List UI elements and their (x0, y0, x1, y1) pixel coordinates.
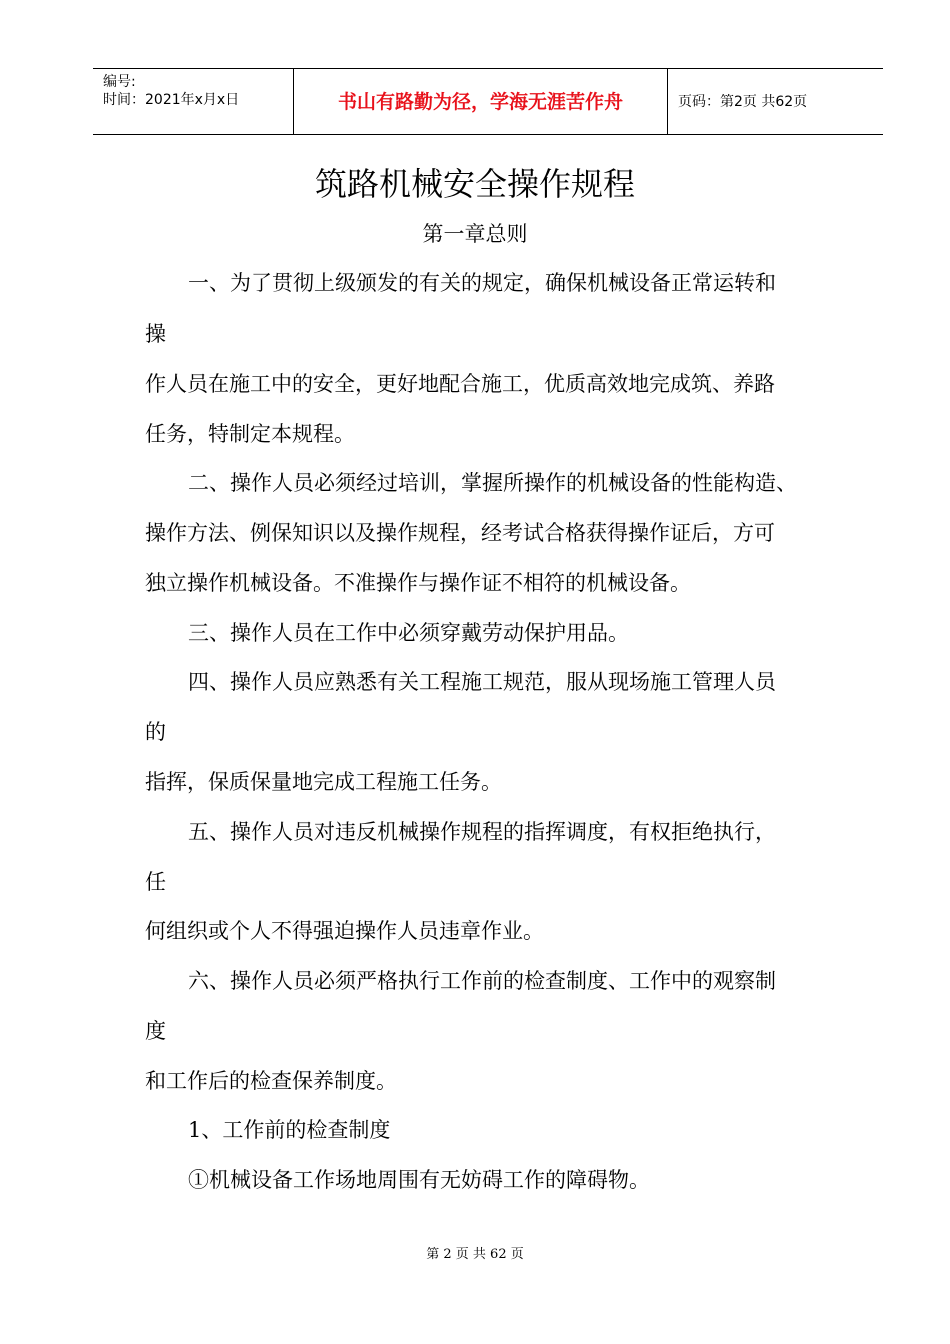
text-line: 二、操作人员必须经过培训，掌握所操作的机械设备的性能构造、 (188, 471, 797, 495)
number-label: 编号: (103, 74, 136, 90)
text-line: ①机械设备工作场地周围有无妨碍工作的障碍物。 (188, 1168, 650, 1192)
text-line: 一、为了贯彻上级颁发的有关的规定，确保机械设备正常运转和 (188, 271, 776, 295)
text-line: 和工作后的检查保养制度。 (145, 1069, 397, 1093)
chapter-heading: 第一章总则 (422, 222, 528, 246)
header-motto: 书山有路勤为径，学海无涯苦作舟 (294, 69, 668, 134)
time-label: 时间：2021年x月x日 (103, 92, 240, 108)
text-line: 五、操作人员对违反机械操作规程的指挥调度，有权拒绝执行， (188, 820, 776, 844)
text-line: 六、操作人员必须严格执行工作前的检查制度、工作中的观察制 (188, 969, 776, 993)
page-footer: 第 2 页 共 62 页 (426, 1247, 524, 1262)
text-line: 任 (145, 870, 166, 894)
text-line: 作人员在施工中的安全，更好地配合施工，优质高效地完成筑、养路 (145, 372, 775, 396)
text-line: 度 (145, 1019, 166, 1043)
text-line: 任务，特制定本规程。 (145, 422, 355, 446)
page-header (93, 68, 883, 135)
text-line: 的 (145, 720, 166, 744)
text-line: 独立操作机械设备。不准操作与操作证不相符的机械设备。 (145, 571, 691, 595)
text-line: 操作方法、例保知识以及操作规程，经考试合格获得操作证后，方可 (145, 521, 775, 545)
text-line: 操 (145, 322, 166, 346)
document-title: 筑路机械安全操作规程 (314, 165, 635, 203)
header-page-label: 页码：第2页 共62页 (678, 94, 808, 110)
header-info-cell (93, 69, 294, 134)
text-line: 何组织或个人不得强迫操作人员违章作业。 (145, 919, 544, 943)
text-line: 指挥，保质保量地完成工程施工任务。 (145, 770, 502, 794)
text-line: 四、操作人员应熟悉有关工程施工规范，服从现场施工管理人员 (188, 670, 776, 694)
text-line: 1、工作前的检查制度 (188, 1118, 391, 1142)
text-line: 三、操作人员在工作中必须穿戴劳动保护用品。 (188, 621, 629, 645)
